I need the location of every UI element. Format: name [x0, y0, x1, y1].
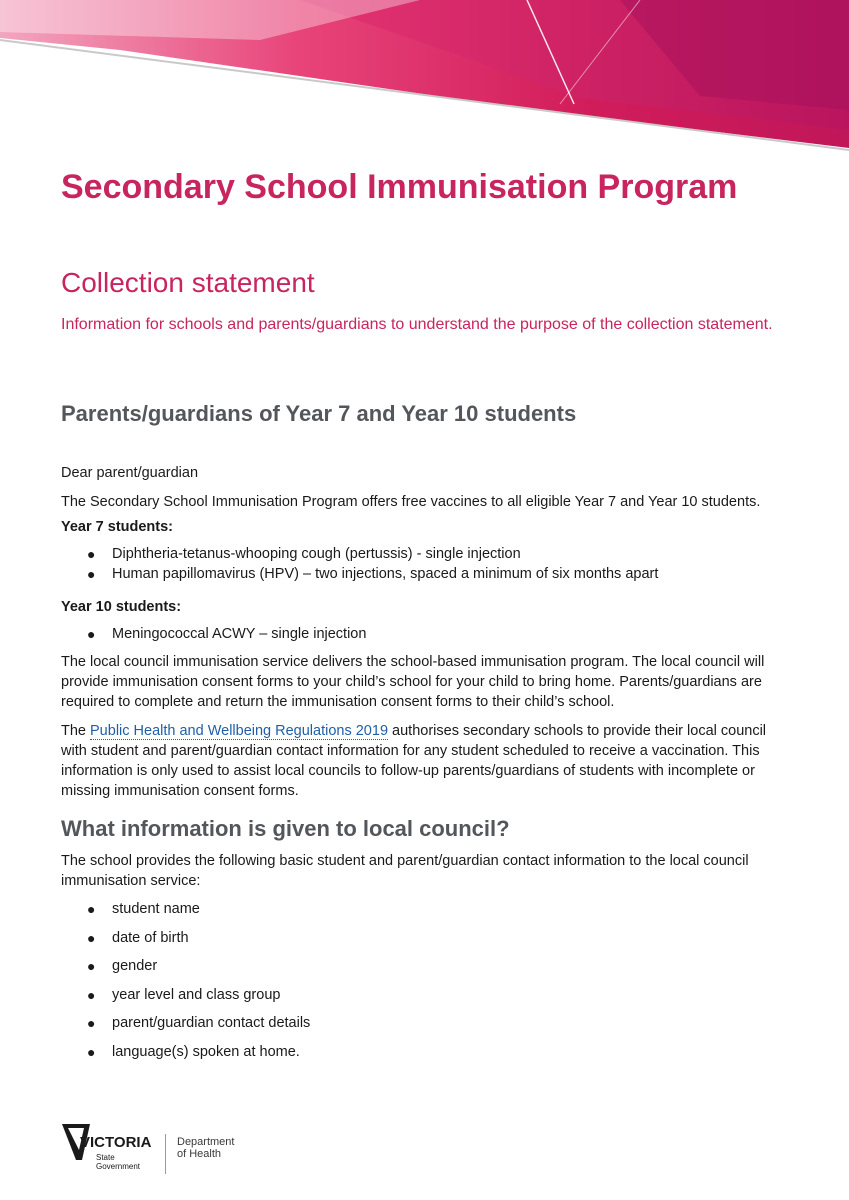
- bullet-icon: ●: [87, 958, 96, 974]
- bullet-icon: ●: [87, 546, 96, 562]
- list-item: ● Meningococcal ACWY – single injection: [87, 626, 367, 642]
- regulations-paragraph: The Public Health and Wellbeing Regulations 2019 authorises secondary schools to provide their local council with student and parent/guardian contact information for any student scheduled to receive a vaccination. This information is only used to assist local councils to follow-up parents/guardians of students with incomplete or missing immunisation consent forms.: [61, 723, 767, 799]
- list-item: ● gender: [87, 958, 158, 974]
- year10-vaccine-list: [61, 624, 791, 644]
- bullet-icon: ●: [87, 626, 96, 642]
- bullet-icon: ●: [87, 929, 96, 946]
- program-offer-paragraph: The Secondary School Immunisation Program offers free vaccines to all eligible Year 7 and Year 10 students.: [61, 494, 761, 510]
- list-item: ● year level and class group: [87, 986, 281, 1003]
- list-item: ● Diphtheria-tetanus-whooping cough (pertussis) - single injection: [87, 546, 521, 562]
- section-heading-council-info: What information is given to local council?: [61, 816, 510, 841]
- header-banner: [0, 0, 849, 160]
- victoria-state-government-logo: [60, 1120, 160, 1176]
- list-item: ● language(s) spoken at home.: [87, 1043, 300, 1060]
- bullet-icon: ●: [87, 1043, 96, 1060]
- year7-label: Year 7 students:: [61, 519, 174, 535]
- logo-sub-government: Government: [96, 1162, 141, 1171]
- bullet-icon: ●: [87, 1015, 96, 1031]
- council-info-list: [61, 899, 791, 1070]
- list-item: ● parent/guardian contact details: [87, 1015, 311, 1031]
- list-item: ● date of birth: [87, 929, 189, 946]
- footer-divider: [165, 1134, 166, 1174]
- section-heading-parents: Parents/guardians of Year 7 and Year 10 students: [61, 401, 577, 426]
- logo-sub-state: State: [96, 1153, 115, 1162]
- bullet-icon: ●: [87, 986, 96, 1003]
- salutation: Dear parent/guardian: [61, 465, 199, 481]
- council-paragraph: The local council immunisation service delivers the school-based immunisation program. The local council will provide immunisation consent forms to your child’s school for your child to bring home. Parents/guardians are required to complete and return the immunisation consent forms to their child’s school.: [61, 654, 765, 710]
- list-item: ● Human papillomavirus (HPV) – two injections, spaced a minimum of six months apart: [87, 566, 659, 582]
- bullet-icon: ●: [87, 566, 96, 582]
- page-intro: Information for schools and parents/guardians to understand the purpose of the collection statement.: [61, 316, 773, 333]
- page-subtitle: Collection statement: [61, 267, 315, 298]
- footer-logos: [60, 1120, 320, 1176]
- regulations-link[interactable]: Public Health and Wellbeing Regulations 2019: [90, 723, 389, 739]
- year10-label: Year 10 students:: [61, 599, 182, 615]
- page-title: Secondary School Immunisation Program: [61, 168, 738, 206]
- department-name: Department of Health: [177, 1136, 235, 1160]
- list-item: ● student name: [87, 901, 200, 917]
- council-info-intro: The school provides the following basic student and parent/guardian contact information to the local council immunisation service:: [61, 853, 749, 889]
- bullet-icon: ●: [87, 901, 96, 917]
- year7-vaccine-list: [61, 544, 791, 584]
- logo-wordmark: VICTORIA: [80, 1134, 152, 1151]
